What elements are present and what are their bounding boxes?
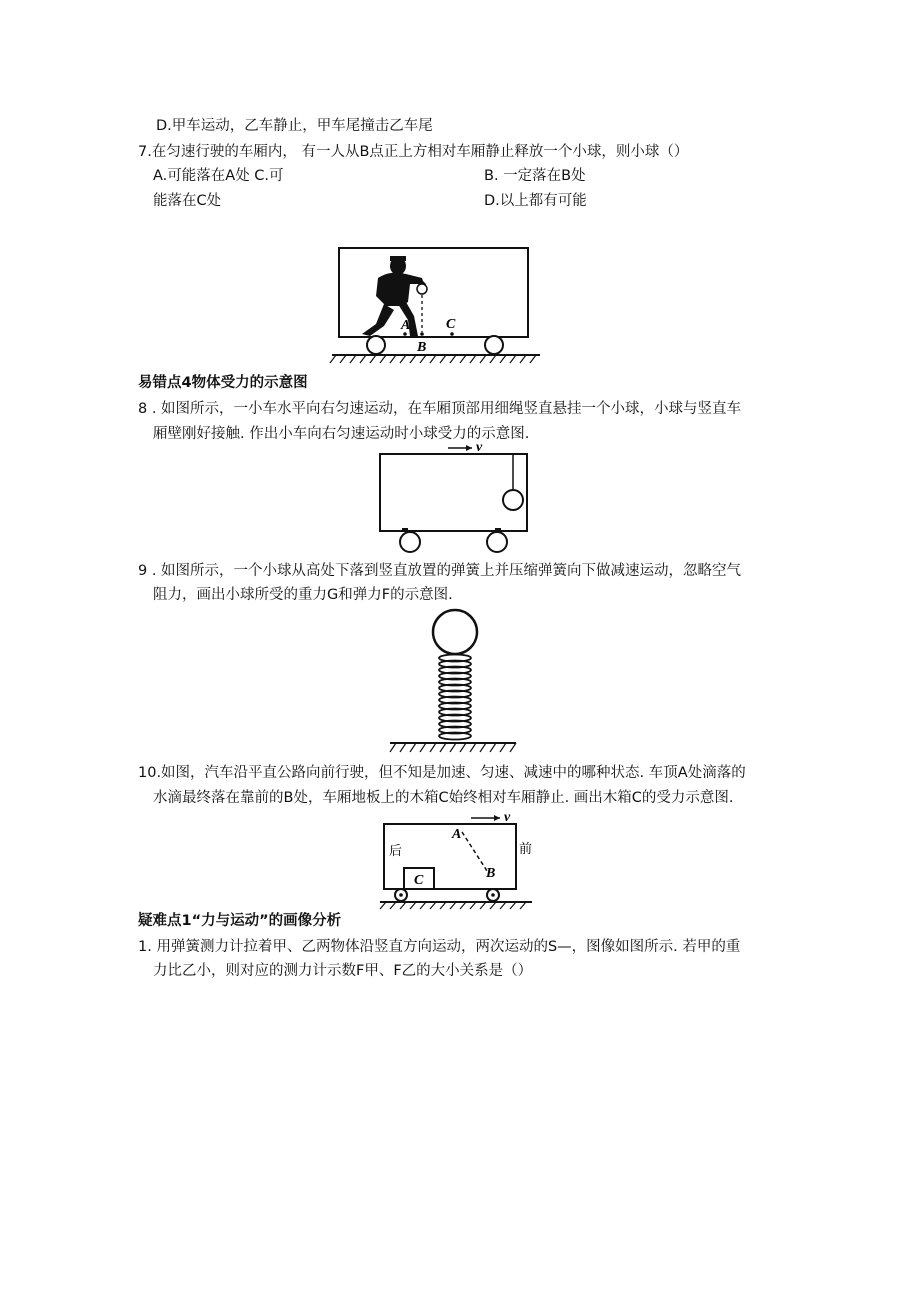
q10-line2: 水滴最终落在靠前的B处，车厢地板上的木箱C始终相对车厢静止. 画出木箱C的受力示意图.	[153, 790, 734, 806]
wheel	[400, 532, 420, 552]
velocity-label: v	[476, 440, 483, 455]
q8-line2: 厢壁刚好接触. 作出小车向右匀速运动时小球受力的示意图.	[153, 426, 530, 442]
point-a-label: A	[401, 318, 411, 333]
wheel	[485, 336, 503, 354]
q7-figure	[326, 244, 546, 370]
q9-figure	[386, 606, 518, 758]
q10-figure	[376, 812, 538, 912]
wheel	[367, 336, 385, 354]
q8-line1: 8 . 如图所示，一小车水平向右匀速运动，在车厢顶部用细绳竖直悬挂一个小球，小球与竖直车	[138, 401, 742, 417]
q7-carriage-box	[339, 248, 528, 337]
point-a-label: A	[452, 827, 462, 842]
velocity-label: v	[504, 810, 511, 825]
box-c-label: C	[414, 873, 424, 888]
man-silhouette	[362, 256, 426, 336]
point-c-label: C	[446, 317, 456, 332]
rear-label: 后	[389, 844, 403, 859]
hanging-ball	[503, 490, 523, 510]
section-4-heading: 易错点4物体受力的示意图	[138, 375, 308, 391]
difficulty-1-heading: 疑难点1“力与运动”的画像分析	[138, 913, 342, 929]
q7-option-b: B. 一定落在B处	[484, 168, 586, 184]
q1-line1: 1. 用弹簧测力计拉着甲、乙两物体沿竖直方向运动，两次运动的S—，图像如图所示. 若甲的重	[138, 939, 741, 955]
q7-option-ac: A.可能落在A处 C.可	[153, 168, 284, 184]
front-label: 前	[519, 842, 533, 857]
falling-ball	[433, 610, 477, 654]
point-b-label: B	[486, 866, 496, 881]
point-b-label: B	[417, 340, 427, 355]
wheel	[487, 532, 507, 552]
q1-line2: 力比乙小，则对应的测力计示数F甲、F乙的大小关系是（）	[153, 963, 533, 979]
q8-figure	[372, 440, 534, 556]
q7-option-d: D.以上都有可能	[484, 193, 587, 209]
q8-car-box	[380, 454, 527, 531]
q7-option-c-cont: 能落在C处	[153, 193, 222, 209]
drop-path	[462, 832, 489, 874]
q6-option-d: D.甲车运动，乙车静止，甲车尾撞击乙车尾	[156, 118, 433, 134]
released-ball	[417, 284, 427, 294]
q10-line1: 10.如图，汽车沿平直公路向前行驶，但不知是加速、匀速、减速中的哪种状态. 车顶A处滴落的	[138, 765, 746, 781]
q9-line1: 9 . 如图所示，一个小球从高处下落到竖直放置的弹簧上并压缩弹簧向下做减速运动，忽略空气	[138, 563, 742, 579]
q9-line2: 阻力，画出小球所受的重力G和弹力F的示意图.	[153, 587, 453, 603]
spring	[439, 655, 471, 740]
q7-stem: 7.在匀速行驶的车厢内， 有一人从B点正上方相对车厢静止释放一个小球，则小球（）	[138, 144, 689, 160]
